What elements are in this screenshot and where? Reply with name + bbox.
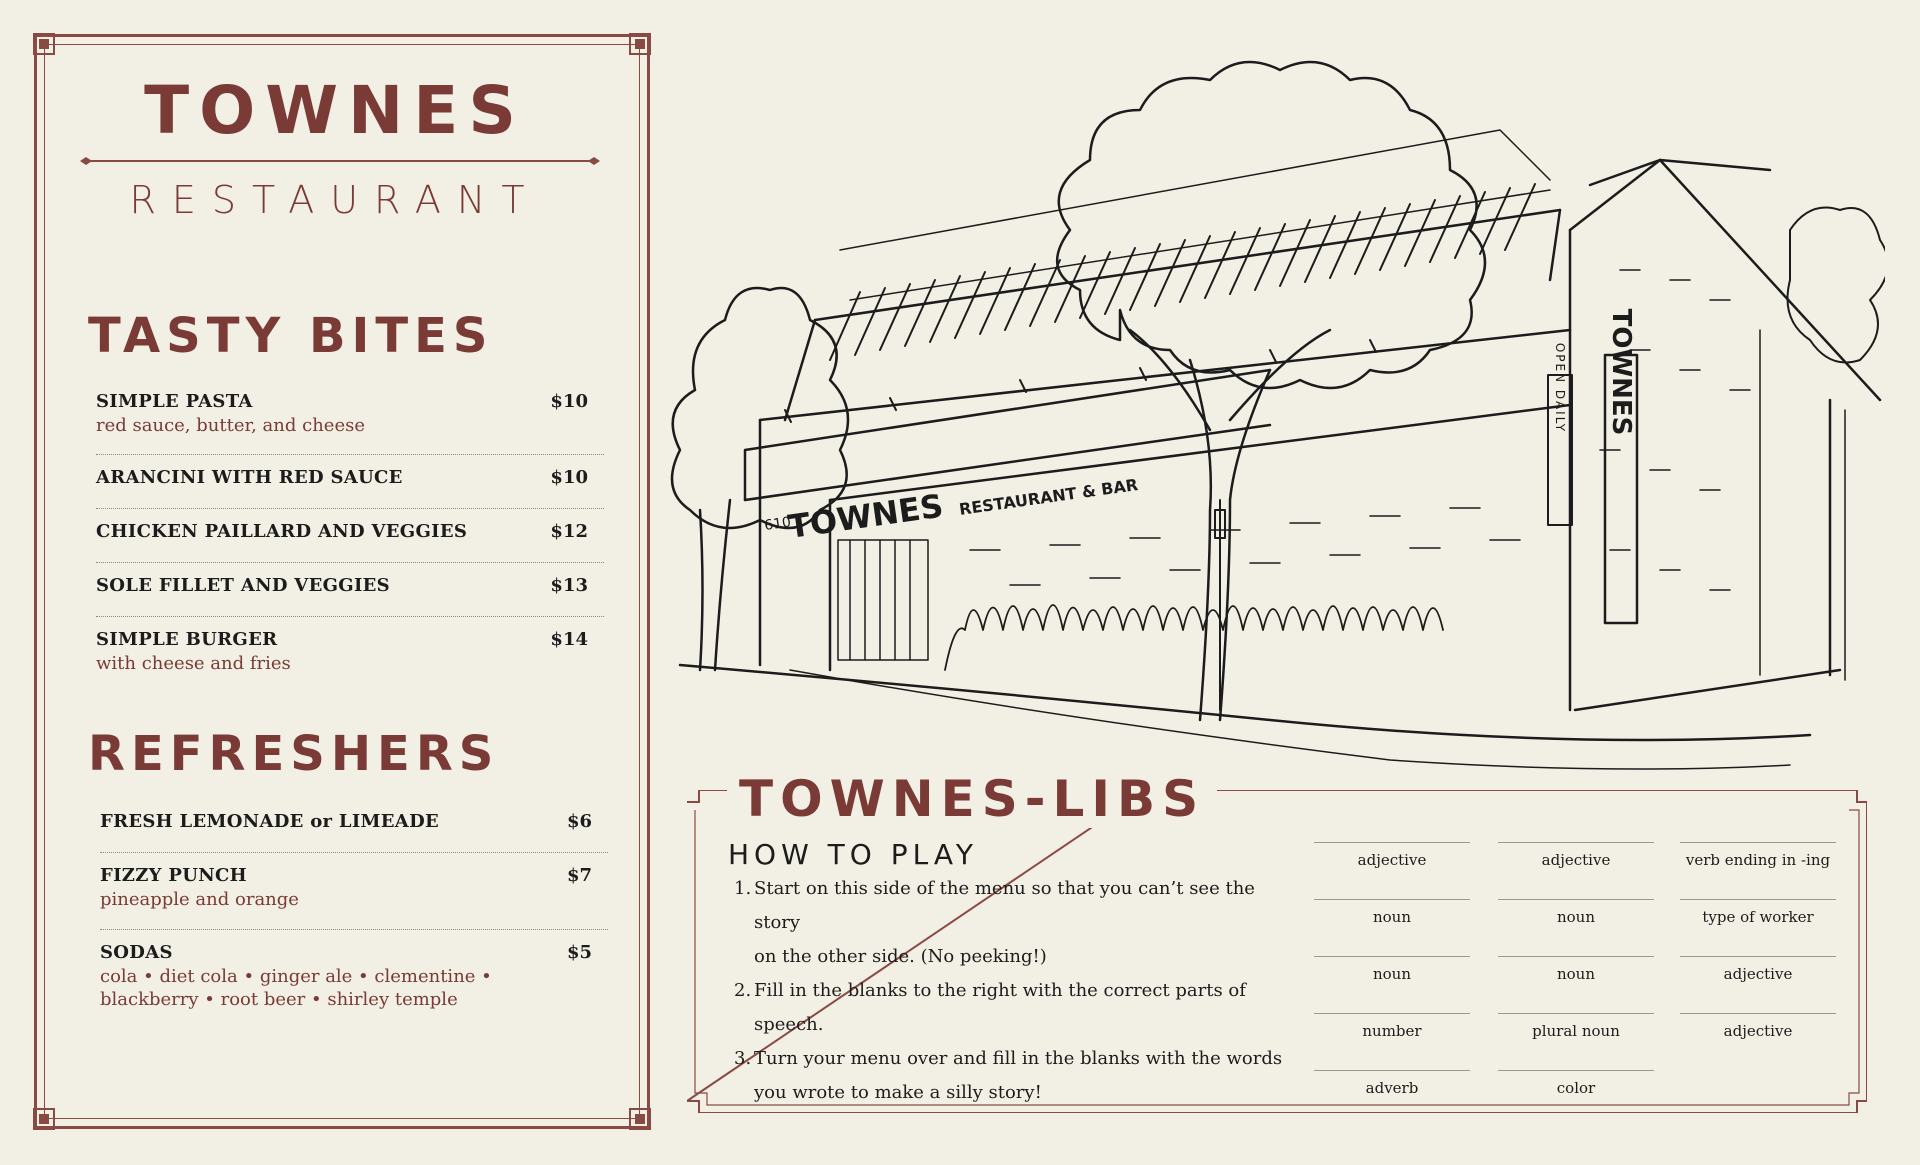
libs-blank[interactable] <box>1680 842 1836 869</box>
corner-ornament-icon <box>33 1108 55 1130</box>
item-name: ARANCINI WITH RED SAUCE <box>96 467 403 488</box>
instruction-step <box>734 1042 1294 1110</box>
item-name: SIMPLE BURGER <box>96 629 278 650</box>
blank-label: adjective <box>1723 965 1793 983</box>
libs-blank[interactable] <box>1498 956 1654 983</box>
restaurant-illustration <box>670 30 1885 800</box>
menu-divider <box>100 929 608 930</box>
item-description: pineapple and orange <box>100 889 299 910</box>
menu-divider <box>96 508 604 509</box>
item-price: $14 <box>550 629 588 650</box>
menu-item <box>100 811 606 832</box>
libs-blank[interactable] <box>1314 1013 1470 1040</box>
menu-item <box>100 942 606 1011</box>
section-title-refreshers: REFRESHERS <box>88 726 500 782</box>
libs-blank[interactable] <box>1498 842 1654 869</box>
blank-label: adjective <box>1723 1022 1793 1040</box>
libs-blank[interactable] <box>1314 1070 1470 1097</box>
sign-number: 610 <box>763 514 793 534</box>
open-daily-sign: OPEN DAILY <box>1553 342 1567 434</box>
blank-label: noun <box>1556 965 1595 983</box>
corner-ornament-icon <box>629 1108 651 1130</box>
instructions-list <box>734 872 1294 1110</box>
corner-ornament-icon <box>629 33 651 55</box>
libs-title: TOWNES-LIBS <box>727 770 1217 828</box>
step-text: Turn your menu over and fill in the blanks with the words <box>754 1048 1283 1069</box>
vertical-sign-text: TOWNES <box>1606 308 1636 436</box>
step-text: Start on this side of the menu so that you can’t see the story <box>754 878 1255 933</box>
step-number: 2. <box>734 980 752 1001</box>
item-name: SOLE FILLET AND VEGGIES <box>96 575 390 596</box>
instruction-step <box>734 872 1294 974</box>
item-price: $5 <box>566 942 592 963</box>
menu-divider <box>96 616 604 617</box>
blank-label: type of worker <box>1702 908 1814 926</box>
item-price: $7 <box>566 865 592 886</box>
menu-item <box>96 467 602 488</box>
how-to-play-heading: HOW TO PLAY <box>728 838 978 871</box>
menu-item <box>100 865 606 911</box>
menu-item <box>96 391 602 437</box>
item-description: with cheese and fries <box>96 653 291 674</box>
sign-tagline: RESTAURANT & BAR <box>957 475 1140 519</box>
item-price: $12 <box>550 521 588 542</box>
libs-blank[interactable] <box>1680 956 1836 983</box>
section-title-tasty-bites: TASTY BITES <box>88 308 494 364</box>
libs-blank[interactable] <box>1314 956 1470 983</box>
step-text: you wrote to make a silly story! <box>754 1082 1042 1103</box>
step-text: on the other side. (No peeking!) <box>754 946 1047 967</box>
menu-divider <box>100 852 608 853</box>
item-name: SODAS <box>100 942 173 963</box>
brand-logo: TOWNES <box>144 72 526 149</box>
item-name: FRESH LEMONADE or LIMEADE <box>100 811 439 832</box>
blank-label: plural noun <box>1532 1022 1620 1040</box>
item-price: $10 <box>550 467 588 488</box>
sign-name: TOWNES <box>785 486 946 546</box>
menu-item <box>96 629 602 675</box>
item-name: FIZZY PUNCH <box>100 865 247 886</box>
brand-subtitle: RESTAURANT <box>129 178 541 222</box>
item-description: cola • diet cola • ginger ale • clementine • <box>100 966 492 987</box>
item-name: SIMPLE PASTA <box>96 391 253 412</box>
libs-blank[interactable] <box>1498 1070 1654 1097</box>
libs-blank[interactable] <box>1680 899 1836 926</box>
menu-item <box>96 575 602 596</box>
item-price: $10 <box>550 391 588 412</box>
item-price: $6 <box>566 811 592 832</box>
blank-label: color <box>1556 1079 1596 1097</box>
blank-label: adverb <box>1365 1079 1419 1097</box>
instruction-step <box>734 974 1294 1042</box>
menu-divider <box>96 454 604 455</box>
menu-item <box>96 521 602 542</box>
item-name: CHICKEN PAILLARD AND VEGGIES <box>96 521 468 542</box>
corner-ornament-icon <box>33 33 55 55</box>
blank-label: adjective <box>1357 851 1427 869</box>
blank-label: adjective <box>1541 851 1611 869</box>
step-number: 3. <box>734 1048 752 1069</box>
blank-label: noun <box>1372 908 1411 926</box>
item-price: $13 <box>550 575 588 596</box>
logo-divider <box>78 155 602 167</box>
step-number: 1. <box>734 878 752 899</box>
libs-blank[interactable] <box>1498 1013 1654 1040</box>
libs-blank[interactable] <box>1680 1013 1836 1040</box>
blank-label: verb ending in -ing <box>1685 851 1831 869</box>
blank-label: noun <box>1372 965 1411 983</box>
item-description: red sauce, butter, and cheese <box>96 415 365 436</box>
step-text: Fill in the blanks to the right with the correct parts of speech. <box>754 980 1246 1035</box>
menu-divider <box>96 562 604 563</box>
libs-blank[interactable] <box>1314 842 1470 869</box>
item-description-line2: blackberry • root beer • shirley temple <box>100 989 458 1010</box>
libs-blank[interactable] <box>1314 899 1470 926</box>
libs-blank[interactable] <box>1498 899 1654 926</box>
blank-label: number <box>1362 1022 1422 1040</box>
blank-label: noun <box>1556 908 1595 926</box>
